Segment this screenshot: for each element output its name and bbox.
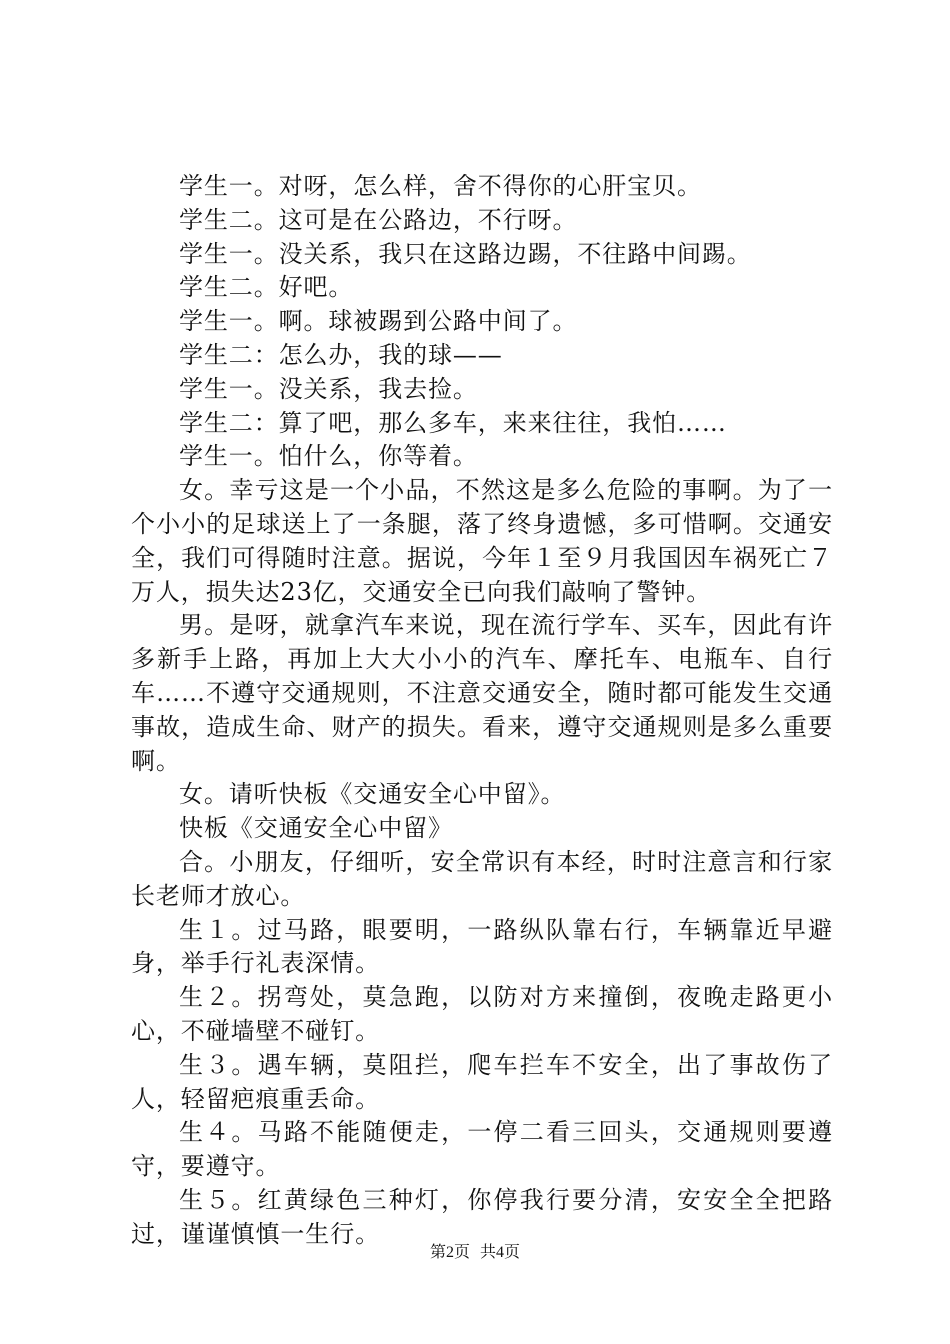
paragraph: 学生二。好吧。: [179, 273, 354, 302]
paragraph: 生３。遇车辆，莫阻拦，爬车拦车不安全，出了事故伤了人，轻留疤痕重丢命。: [131, 1050, 833, 1113]
paragraph: 生４。马路不能随便走，一停二看三回头，交通规则要遵守，要遵守。: [131, 1118, 833, 1181]
paragraph: 学生一。没关系，我去捡。: [179, 374, 478, 403]
paragraph: 学生一。对呀，怎么样，舍不得你的心肝宝贝。: [179, 172, 702, 200]
paragraph: 学生一。怕什么，你等着。: [179, 442, 478, 471]
paragraph: 男。是呀，就拿汽车来说，现在流行学车、买车，因此有许多新手上路，再加上大大小小的汽车、摩托车、电瓶车、自行车……不遵守交通规则，不注意交通安全，随时都可能发生交通事故，造成生命、财产的损失。看来，遵守交通规则是多么重要啊。: [131, 611, 833, 775]
paragraph: 学生二。这可是在公路边，不行呀。: [179, 205, 578, 234]
paragraph: 生２。拐弯处，莫急跑，以防对方来撞倒，夜晚走路更小心，不碰墙壁不碰钉。: [131, 983, 833, 1045]
paragraph: 女。请听快板《交通安全心中留》。: [179, 780, 566, 809]
section-heading: 快板《交通安全心中留》: [179, 814, 453, 843]
document-body: [131, 170, 833, 1252]
page-number: 第2页: [429, 1244, 470, 1261]
paragraph: 合。小朋友，仔细听，安全常识有本经，时时注意言和行家长老师才放心。: [131, 847, 833, 910]
paragraph: 生１。过马路，眼要明，一路纵队靠右行，车辆靠近早避身，举手行礼表深情。: [131, 915, 833, 978]
paragraph: 学生二：算了吧，那么多车，来来往往，我怕……: [179, 408, 727, 437]
paragraph: 生５。红黄绿色三种灯，你停我行要分清，安安全全把路过，谨谨慎慎一生行。: [131, 1185, 833, 1248]
paragraph: 学生一。啊。球被踢到公路中间了。: [179, 307, 578, 336]
page-footer: [0, 1243, 950, 1263]
paragraph: 学生一。没关系，我只在这路边踢，不往路中间踢。: [179, 239, 752, 268]
page-total: 共4页: [480, 1244, 521, 1261]
paragraph: 女。幸亏这是一个小品，不然这是多么危险的事啊。为了一个小小的足球送上了一条腿，落了终身遗憾，多可惜啊。交通安全，我们可得随时注意。据说，今年１至９月我国因车祸死亡７万人，损失达23亿，交通安全已向我们敲响了警钟。: [131, 476, 833, 606]
paragraph: 学生二：怎么办，我的球——: [179, 340, 503, 369]
